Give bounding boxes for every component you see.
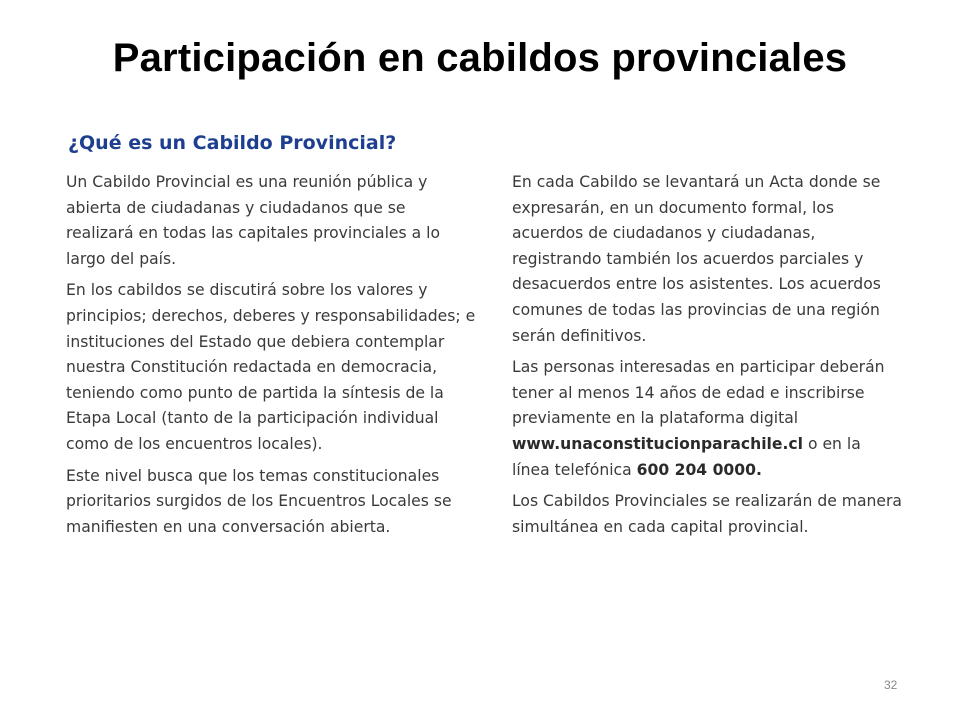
registration-text: Las personas interesadas en participar deberán tener al menos 14 años de edad e inscribirse previamente en la plataforma digital (512, 358, 885, 428)
page-number: 32 (884, 678, 898, 692)
paragraph-schedule: Los Cabildos Provinciales se realizarán de manera simultánea en cada capital provincial. (512, 492, 902, 536)
paragraph-definition: Un Cabildo Provincial es una reunión pública y abierta de ciudadanas y ciudadanos que se realizará en todas las capitales provinciales a lo largo del país. (66, 173, 440, 268)
text-columns (66, 170, 906, 546)
paragraph-acta: En cada Cabildo se levantará un Acta donde se expresarán, en un documento formal, los acuerdos de ciudadanos y ciudadanas, registrando también los acuerdos parciales y desacuerdos entre los asistentes. Los acuerdos comunes de todas las provincias de una región serán definitivos. (512, 173, 881, 345)
slide-title: Participación en cabildos provinciales (112, 36, 848, 80)
paragraph-topics: En los cabildos se discutirá sobre los valores y principios; derechos, deberes y responsabilidades; e instituciones del Estado que debiera contemplar nuestra Constitución redactada en democracia, teniendo como punto de partida la síntesis de la Etapa Local (tanto de la participación individual como de los encuentros locales). (66, 281, 476, 453)
registration-phone: 600 204 0000. (636, 460, 762, 479)
paragraph-registration (512, 355, 902, 483)
registration-url: www.unaconstitucionparachile.cl (512, 434, 803, 453)
section-heading: ¿Qué es un Cabildo Provincial? (68, 132, 397, 154)
right-column (512, 170, 902, 546)
left-column (66, 170, 478, 546)
document-image (66, 130, 906, 570)
paragraph-purpose: Este nivel busca que los temas constitucionales prioritarios surgidos de los Encuentros Locales se manifiesten en una conversación abierta. (66, 466, 452, 536)
registration-text-between: o en la línea telefónica (512, 434, 861, 479)
